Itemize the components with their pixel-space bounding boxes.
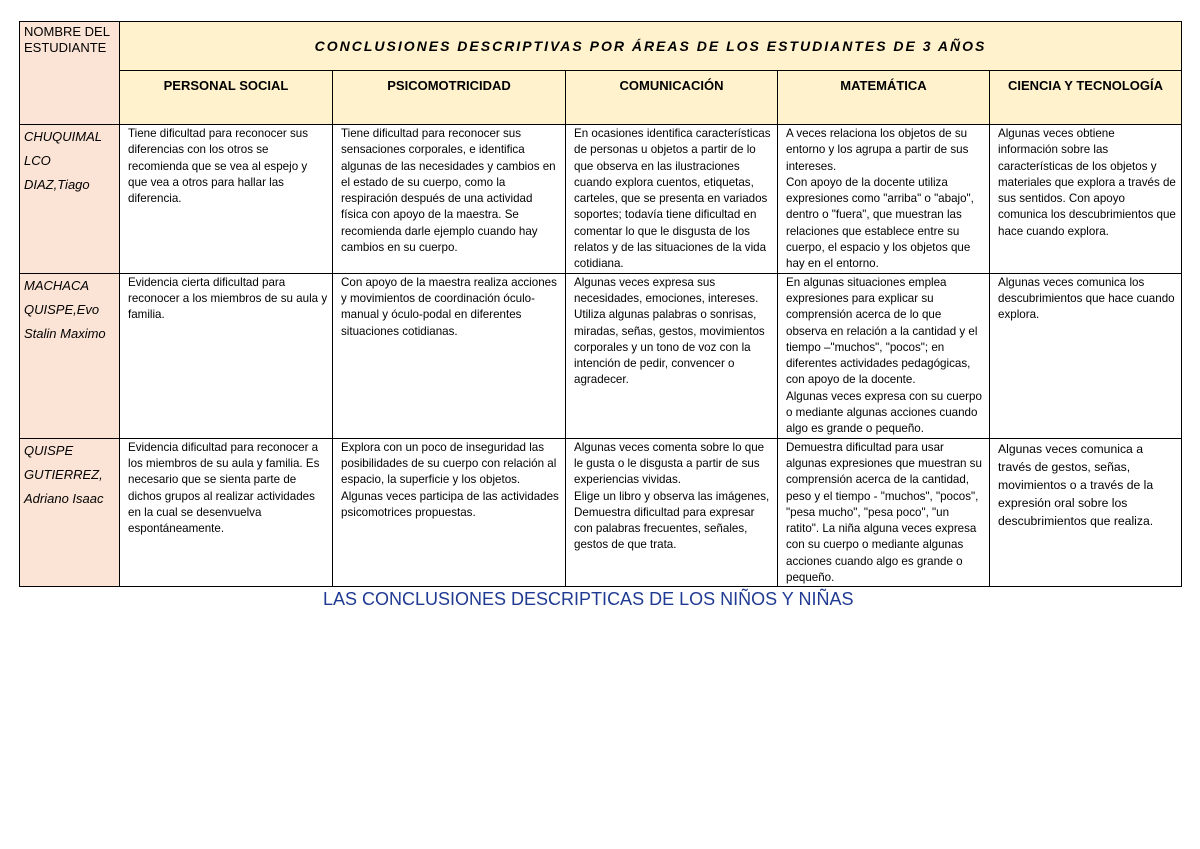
table-title: CONCLUSIONES DESCRIPTIVAS POR ÁREAS DE LOS ESTUDIANTES DE 3 AÑOS (314, 38, 987, 54)
conclusion-cell: Tiene dificultad para reconocer sus sensaciones corporales, e identifica algunas de las necesidades y cambios en el estado de su cuerpo, como la respiración después de una actividad física con apoyo de la maestra. Se recomienda darle ejemplo cuando hay cambios en su cuerpo. (333, 125, 566, 274)
conclusion-cell: Tiene dificultad para reconocer sus diferencias con los otros se recomienda que se vea al espejo y que vea a otros para hallar las diferencia. (120, 125, 333, 274)
area-header-comunicacion: COMUNICACIÓN (566, 71, 778, 125)
conclusion-cell: Algunas veces obtiene información sobre las características de los objetos y materiales que explora a través de sus sentidos. Con apoyo comunica los descubrimientos que hace cuando explora. (990, 125, 1182, 274)
student-name (20, 438, 120, 587)
conclusion-cell: A veces relaciona los objetos de su entorno y los agrupa a partir de sus intereses. Con apoyo de la docente utiliza expresiones como "arriba" o "abajo", dentro o "fuera", que muestran las relaciones que establece entre su cuerpo, el espacio y los objetos que hay en el entorno. (778, 125, 990, 274)
table-title-cell (120, 22, 1182, 71)
conclusions-table (19, 21, 1182, 587)
conclusion-cell: Evidencia dificultad para reconocer a los miembros de su aula y familia. Es necesario que se sienta parte de dichos grupos al realizar actividades en la cual se desenvuelva espontáneamente. (120, 438, 333, 587)
student-name-line: QUISPE (24, 442, 74, 458)
conclusion-cell: Evidencia cierta dificultad para reconocer a los miembros de su aula y familia. (120, 273, 333, 438)
area-header-ciencia-tecnologia: CIENCIA Y TECNOLOGÍA (990, 71, 1182, 125)
table-row (20, 438, 1182, 587)
student-name (20, 273, 120, 438)
student-name-line: Adriano Isaac (24, 490, 104, 506)
conclusion-cell: Algunas veces expresa sus necesidades, emociones, intereses. Utiliza algunas palabras o sonrisas, miradas, señas, gestos, movimientos corporales y un tono de voz con la intención de pedir, convencer o agradecer. (566, 273, 778, 438)
student-name-line: Stalin Maximo (24, 325, 106, 341)
student-name-line: QUISPE,Evo (24, 301, 100, 317)
conclusion-cell: En ocasiones identifica características de personas u objetos a partir de lo que observa en las ilustraciones cuando explora cuentos, etiquetas, carteles, que se presenta en variados soportes; todavía tiene dificultad en comentar lo que le disgusta de los relatos y de las situaciones de la vida cotidiana. (566, 125, 778, 274)
student-name-line: MACHACA (24, 277, 90, 293)
table-row (20, 125, 1182, 274)
area-header-personal-social: PERSONAL SOCIAL (120, 71, 333, 125)
conclusion-cell: Con apoyo de la maestra realiza acciones y movimientos de coordinación óculo- manual y óculo-podal en diferentes situaciones cotidianas. (333, 273, 566, 438)
area-header-matematica: MATEMÁTICA (778, 71, 990, 125)
page-caption: LAS CONCLUSIONES DESCRIPTICAS DE LOS NIÑOS Y NIÑAS (323, 589, 854, 609)
conclusion-cell: Algunas veces comunica a través de gestos, señas, movimientos o a través de la expresión oral sobre los descubrimientos que realiza. (990, 438, 1182, 587)
conclusion-cell: Explora con un poco de inseguridad las posibilidades de su cuerpo con relación al espacio, la superficie y los objetos. Algunas veces participa de las actividades psicomotrices propuestas. (333, 438, 566, 587)
conclusion-cell: En algunas situaciones emplea expresiones para explicar su comprensión acerca de lo que observa en relación a la cantidad y el tiempo –"muchos", "pocos"; en diferentes actividades pedagógicas, con apoyo de la docente. Algunas veces expresa con su cuerpo o mediante algunas acciones cuando algo es grande o pequeño. (778, 273, 990, 438)
student-name-line: LCO (24, 153, 51, 168)
area-header-psicomotricidad: PSICOMOTRICIDAD (333, 71, 566, 125)
conclusion-cell: Algunas veces comenta sobre lo que le gusta o le disgusta a partir de sus experiencias vividas. Elige un libro y observa las imágenes, Demuestra dificultad para expresar con palabras frecuentes, señales, gestos de que trata. (566, 438, 778, 587)
conclusion-cell: Demuestra dificultad para usar algunas expresiones que muestran su comprensión acerca de la cantidad, peso y el tiempo - "muchos", "pocos", "pesa mucho", "pesa poco", "un ratito". La niña alguna veces expresa con su cuerpo o mediante algunas acciones cuando algo es grande o pequeño. (778, 438, 990, 587)
student-name-header (20, 22, 120, 125)
student-name (20, 125, 120, 274)
student-name-line: GUTIERREZ, (24, 466, 103, 482)
conclusion-cell: Algunas veces comunica los descubrimientos que hace cuando explora. (990, 273, 1182, 438)
student-name-line: CHUQUIMAL (24, 129, 103, 144)
student-name-line: DIAZ,Tiago (24, 177, 90, 192)
table-row (20, 273, 1182, 438)
student-name-header-label: NOMBRE DEL ESTUDIANTE (24, 24, 110, 55)
